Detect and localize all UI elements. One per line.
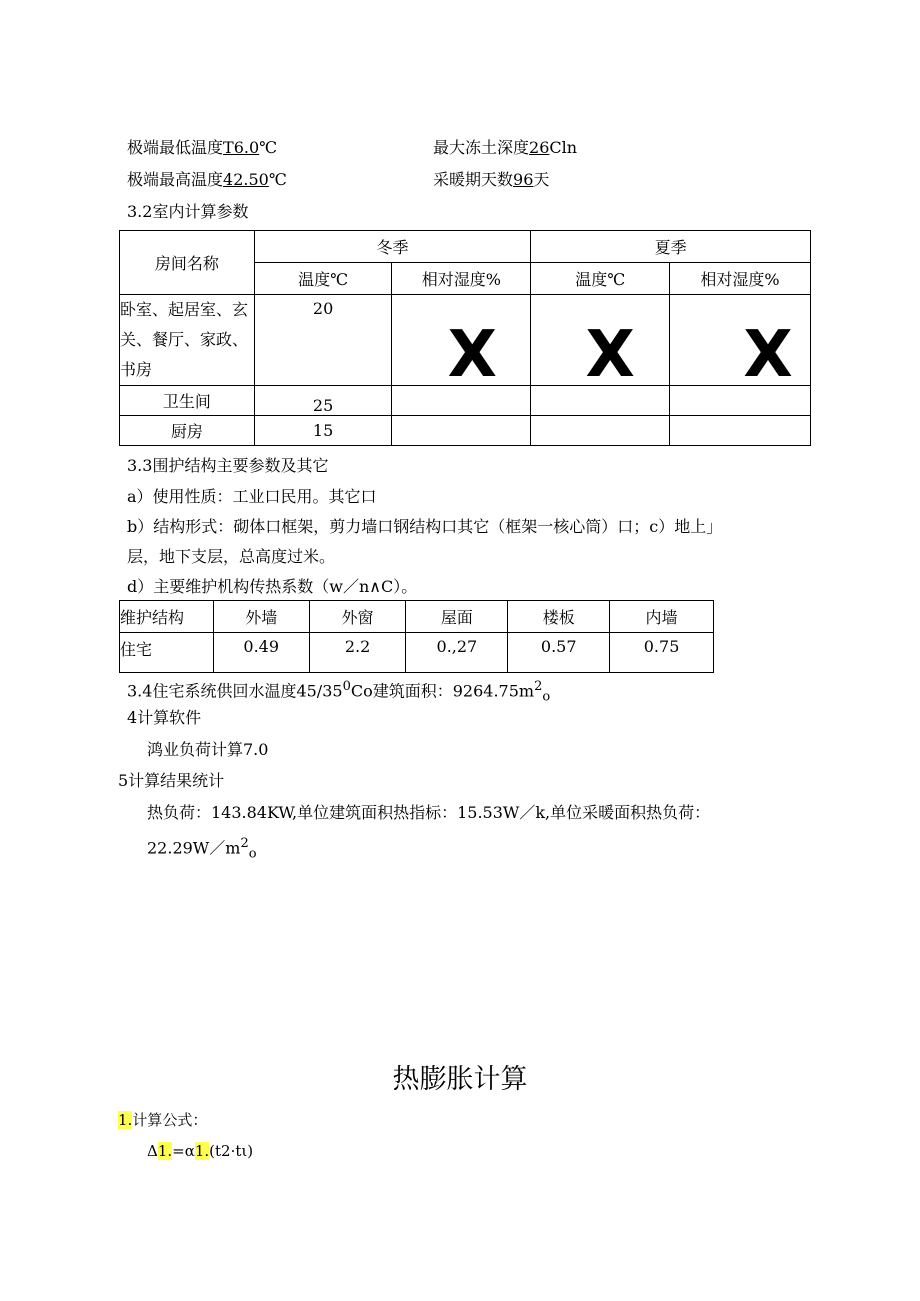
- floor-area-sup: 2: [534, 679, 543, 694]
- supply-temp-sup: 0: [342, 679, 351, 694]
- winter-temp-cell: 15: [254, 416, 392, 446]
- max-frost-value: 26: [529, 138, 550, 157]
- formula-item-label: 计算公式：: [132, 1111, 208, 1129]
- envelope-cell: 0.75: [610, 633, 714, 673]
- envelope-header: 维护结构: [120, 601, 214, 633]
- formula-temps: (t2·tι): [209, 1142, 254, 1160]
- max-temp-label: 极端最高温度: [127, 170, 224, 189]
- floors-line: 层，地下支层，总高度过米。: [127, 547, 336, 566]
- winter-temp-cell: 25: [254, 386, 392, 416]
- summer-humidity-header: 相对湿度%: [670, 263, 811, 295]
- summer-temp-cell: [531, 295, 670, 392]
- supply-temp-line: [127, 677, 550, 708]
- software-line: 鸿业负荷计算7.0: [147, 740, 269, 759]
- usage-line: a）使用性质：工业口民用。其它口: [127, 487, 377, 506]
- heating-days-line: [433, 170, 549, 190]
- section-3-3-heading: 3.3围护结构主要参数及其它: [127, 456, 329, 475]
- result-line-2: [147, 834, 257, 865]
- max-temp-line: [127, 170, 287, 190]
- formula-heading: [118, 1110, 207, 1130]
- cross-mark: X: [447, 318, 498, 392]
- room-name-cell: 厨房: [120, 416, 255, 446]
- winter-temp-header: 温度℃: [254, 263, 392, 295]
- envelope-header: 内墙: [610, 601, 714, 633]
- envelope-cell: 住宅: [120, 633, 214, 673]
- min-temp-label: 极端最低温度: [127, 138, 224, 157]
- structure-line: b）结构形式：砌体口框架，剪力墙口钢结构口其它（框架一核心筒）口；c）地上」: [127, 517, 723, 536]
- envelope-header: 楼板: [508, 601, 610, 633]
- winter-header: 冬季: [254, 231, 531, 263]
- min-temp-value: T6.0: [223, 138, 260, 157]
- section-4-heading: 4计算软件: [127, 708, 202, 727]
- cross-mark: X: [585, 318, 635, 392]
- result-line-2-text: 22.29W／m: [147, 838, 241, 858]
- formula-highlight: 1.: [194, 1142, 210, 1160]
- formula-highlight: 1.: [157, 1142, 173, 1160]
- envelope-cell: 0.,27: [406, 633, 508, 673]
- floor-area-text: Co建筑面积：9264.75m: [350, 681, 535, 701]
- envelope-cell: 0.49: [213, 633, 309, 673]
- max-frost-label: 最大冻土深度: [433, 138, 530, 157]
- max-temp-value: 42.50: [223, 170, 269, 189]
- envelope-header: 屋面: [406, 601, 508, 633]
- summer-humidity-cell: [670, 295, 811, 392]
- max-frost-line: [433, 138, 577, 158]
- formula-delta: Δ: [147, 1142, 158, 1160]
- heating-days-unit: 天: [533, 170, 550, 189]
- max-frost-unit: Cln: [549, 138, 578, 157]
- formula-line: [147, 1141, 253, 1161]
- supply-temp-text: 3.4住宅系统供回水温度45/35: [127, 681, 343, 701]
- winter-humidity-header: 相对湿度%: [392, 263, 531, 295]
- indoor-params-table: [119, 230, 811, 446]
- result-line-2-sub: o: [248, 846, 257, 862]
- floor-area-sub: o: [542, 689, 551, 705]
- summer-header: 夏季: [531, 231, 811, 263]
- result-line-1: 热负荷：143.84KW,单位建筑面积热指标：15.53W／k,单位采暖面积热负荷：: [147, 803, 711, 822]
- result-line-2-sup: 2: [240, 836, 249, 851]
- empty-cell: [531, 416, 670, 446]
- formula-alpha: =α: [172, 1142, 195, 1160]
- room-name-cell: 卫生间: [120, 386, 255, 416]
- expansion-title: 热膨胀计算: [392, 1064, 528, 1095]
- heating-days-label: 采暖期天数: [433, 170, 514, 189]
- empty-cell: [392, 416, 531, 446]
- envelope-table: [119, 600, 714, 673]
- cross-mark: X: [743, 318, 793, 392]
- heat-transfer-line: d）主要维护机构传热系数（w／n∧C）。: [127, 577, 418, 596]
- min-temp-unit: ℃: [259, 138, 278, 157]
- winter-humidity-cell: [392, 295, 531, 392]
- envelope-header: 外墙: [213, 601, 309, 633]
- empty-cell: [670, 416, 811, 446]
- envelope-cell: 0.57: [508, 633, 610, 673]
- max-temp-unit: ℃: [268, 170, 287, 189]
- envelope-cell: 2.2: [309, 633, 406, 673]
- formula-item-number: 1.: [118, 1111, 133, 1129]
- section-3-2-heading: 3.2室内计算参数: [127, 202, 249, 221]
- heating-days-value: 96: [513, 170, 534, 189]
- envelope-header: 外窗: [309, 601, 406, 633]
- winter-temp-cell: 20: [254, 295, 392, 386]
- room-name-cell: 卧室、起居室、玄关、餐厅、家政、书房: [120, 295, 255, 386]
- room-header: 房间名称: [120, 231, 255, 295]
- summer-temp-header: 温度℃: [531, 263, 670, 295]
- min-temp-line: [127, 138, 277, 158]
- section-5-heading: 5计算结果统计: [118, 771, 225, 790]
